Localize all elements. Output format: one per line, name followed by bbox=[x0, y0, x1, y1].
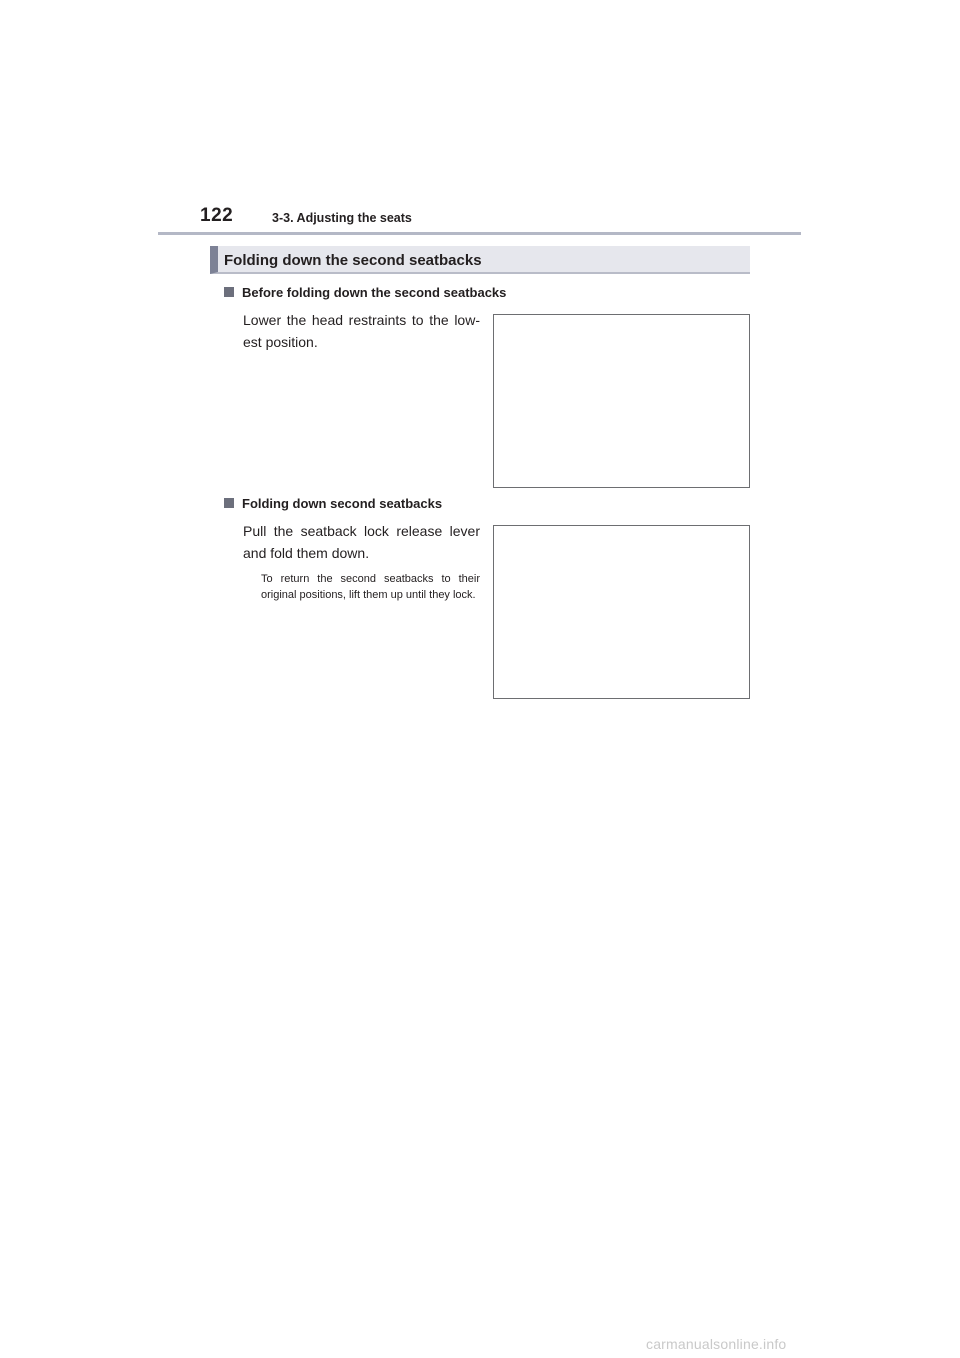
square-bullet-icon bbox=[224, 287, 234, 297]
subheading-before-folding bbox=[224, 285, 506, 300]
section-heading-bar bbox=[210, 246, 750, 274]
watermark: carmanualsonline.info bbox=[646, 1336, 787, 1352]
subheading-text: Folding down second seatbacks bbox=[242, 496, 443, 511]
square-bullet-icon bbox=[224, 498, 234, 508]
header-rule bbox=[158, 232, 801, 235]
subheading-text: Before folding down the second seatbacks bbox=[242, 285, 507, 300]
illustration-seatback-lever bbox=[493, 525, 750, 699]
instruction-text: Pull the seatback lock release lever and fold them down. bbox=[243, 523, 480, 561]
instruction-text: Lower the head restraints to the low- est position. bbox=[243, 312, 480, 350]
section-title: Folding down the second seatbacks bbox=[224, 252, 482, 269]
note-text: To return the second seatbacks to their original positions, lift them up until they lock. bbox=[261, 573, 480, 601]
chapter-title: 3-3. Adjusting the seats bbox=[272, 211, 412, 225]
page-header bbox=[158, 200, 801, 236]
illustration-head-restraints bbox=[493, 314, 750, 488]
subheading-folding-down bbox=[224, 496, 442, 511]
page-number: 122 bbox=[200, 205, 234, 226]
